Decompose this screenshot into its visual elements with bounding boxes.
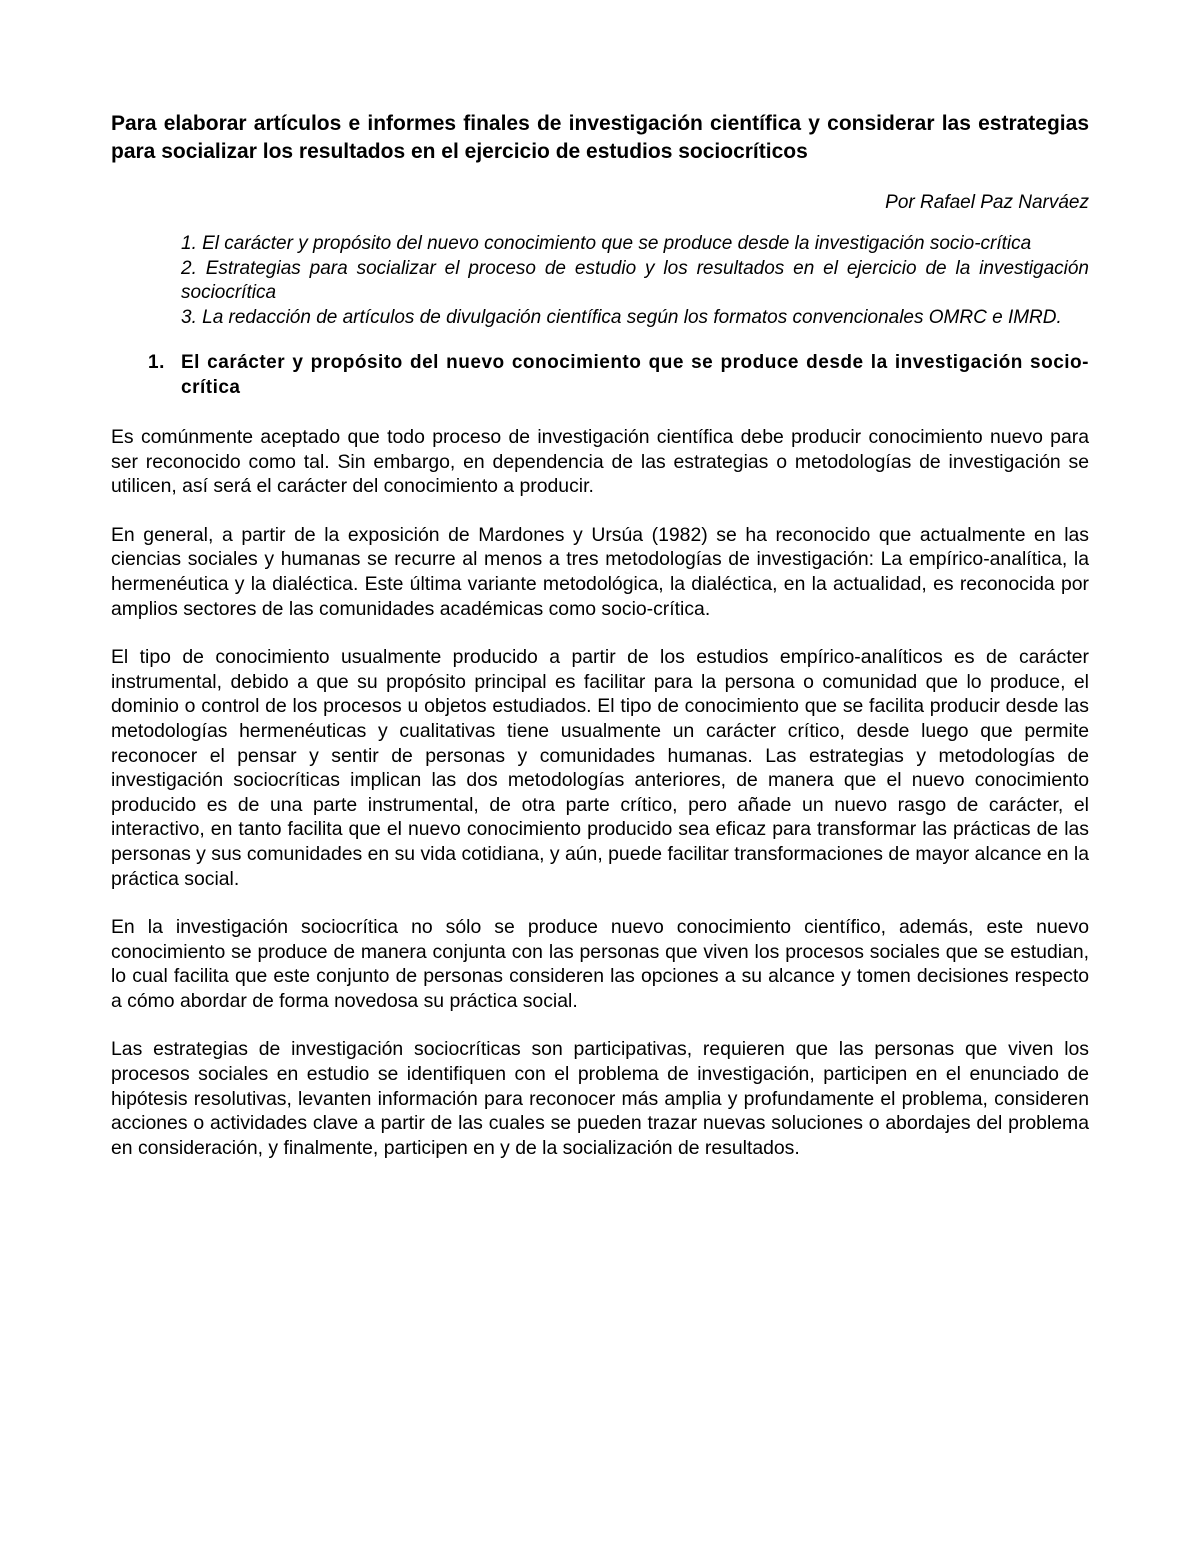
author-line: Por Rafael Paz Narváez [885, 192, 1089, 213]
toc-item: 3. La redacción de artículos de divulgación científica según los formatos convencionales OMRC e IMRD. [181, 306, 1062, 328]
paragraph: Las estrategias de investigación sociocríticas son participativas, requieren que las personas que viven los procesos sociales en estudio se identifiquen con el problema de investigación, participen en el enunciado de hipótesis resolutivas, levanten información para reconocer más amplia y profundamente el problema, consideren acciones o actividades clave a partir de las cuales se pueden trazar nuevas soluciones o abordajes del problema en consideración, y finalmente, participen en y de la socialización de resultados. [111, 1038, 1089, 1159]
table-of-contents [111, 232, 1089, 330]
section-1-title: El carácter y propósito del nuevo conocimiento que se produce desde la investigación socio-crítica [181, 352, 1089, 398]
paragraph: En general, a partir de la exposición de Mardones y Ursúa (1982) se ha reconocido que actualmente en las ciencias sociales y humanas se recurre al menos a tres metodologías de investigación: La empírico-analítica, la hermenéutica y la dialéctica. Este última variante metodológica, la dialéctica, en la actualidad, es reconocida por amplios sectores de las comunidades académicas como socio-crítica. [111, 523, 1089, 620]
toc-item: 2. Estrategias para socializar el proceso de estudio y los resultados en el ejercicio de la investigación sociocrítica [181, 257, 1089, 303]
toc-item: 1. El carácter y propósito del nuevo conocimiento que se produce desde la investigación socio-crítica [181, 233, 1032, 254]
section-1-heading [111, 350, 1089, 400]
paragraph: El tipo de conocimiento usualmente producido a partir de los estudios empírico-analíticos es de carácter instrumental, debido a que su propósito principal es facilitar para la persona o comunidad que lo produce, el dominio o control de los procesos u objetos estudiados. El tipo de conocimiento que se facilita producir desde las metodologías hermenéuticas y cualitativas tiene usualmente un carácter crítico, desde luego que permite reconocer el pensar y sentir de personas y comunidades humanas. Las estrategias y metodologías de investigación sociocríticas implican las dos metodologías anteriores, de manera que el nuevo conocimiento producido es de una parte instrumental, de otra parte crítico, pero añade un nuevo rasgo de carácter, el interactivo, en tanto facilita que el nuevo conocimiento producido sea eficaz para transformar las prácticas de las personas y sus comunidades en su vida cotidiana, y aún, puede facilitar transformaciones de mayor alcance en la práctica social. [111, 646, 1089, 890]
document-title: Para elaborar artículos e informes finales de investigación científica y considerar las estrategias para socializar los resultados en el ejercicio de estudios sociocríticos [111, 112, 1089, 163]
section-1-number: 1. [148, 352, 165, 373]
paragraph: En la investigación sociocrítica no sólo se produce nuevo conocimiento científico, además, este nuevo conocimiento se produce de manera conjunta con las personas que viven los procesos sociales que se estudian, lo cual facilita que este conjunto de personas consideren las opciones a su alcance y tomen decisiones respecto a cómo abordar de forma novedosa su práctica social. [111, 916, 1089, 1012]
paragraph: Es comúnmente aceptado que todo proceso de investigación científica debe producir conocimiento nuevo para ser reconocido como tal. Sin embargo, en dependencia de las estrategias o metodologías de investigación se utilicen, así será el carácter del conocimiento a producir. [111, 426, 1089, 498]
document-page [111, 110, 1089, 1160]
